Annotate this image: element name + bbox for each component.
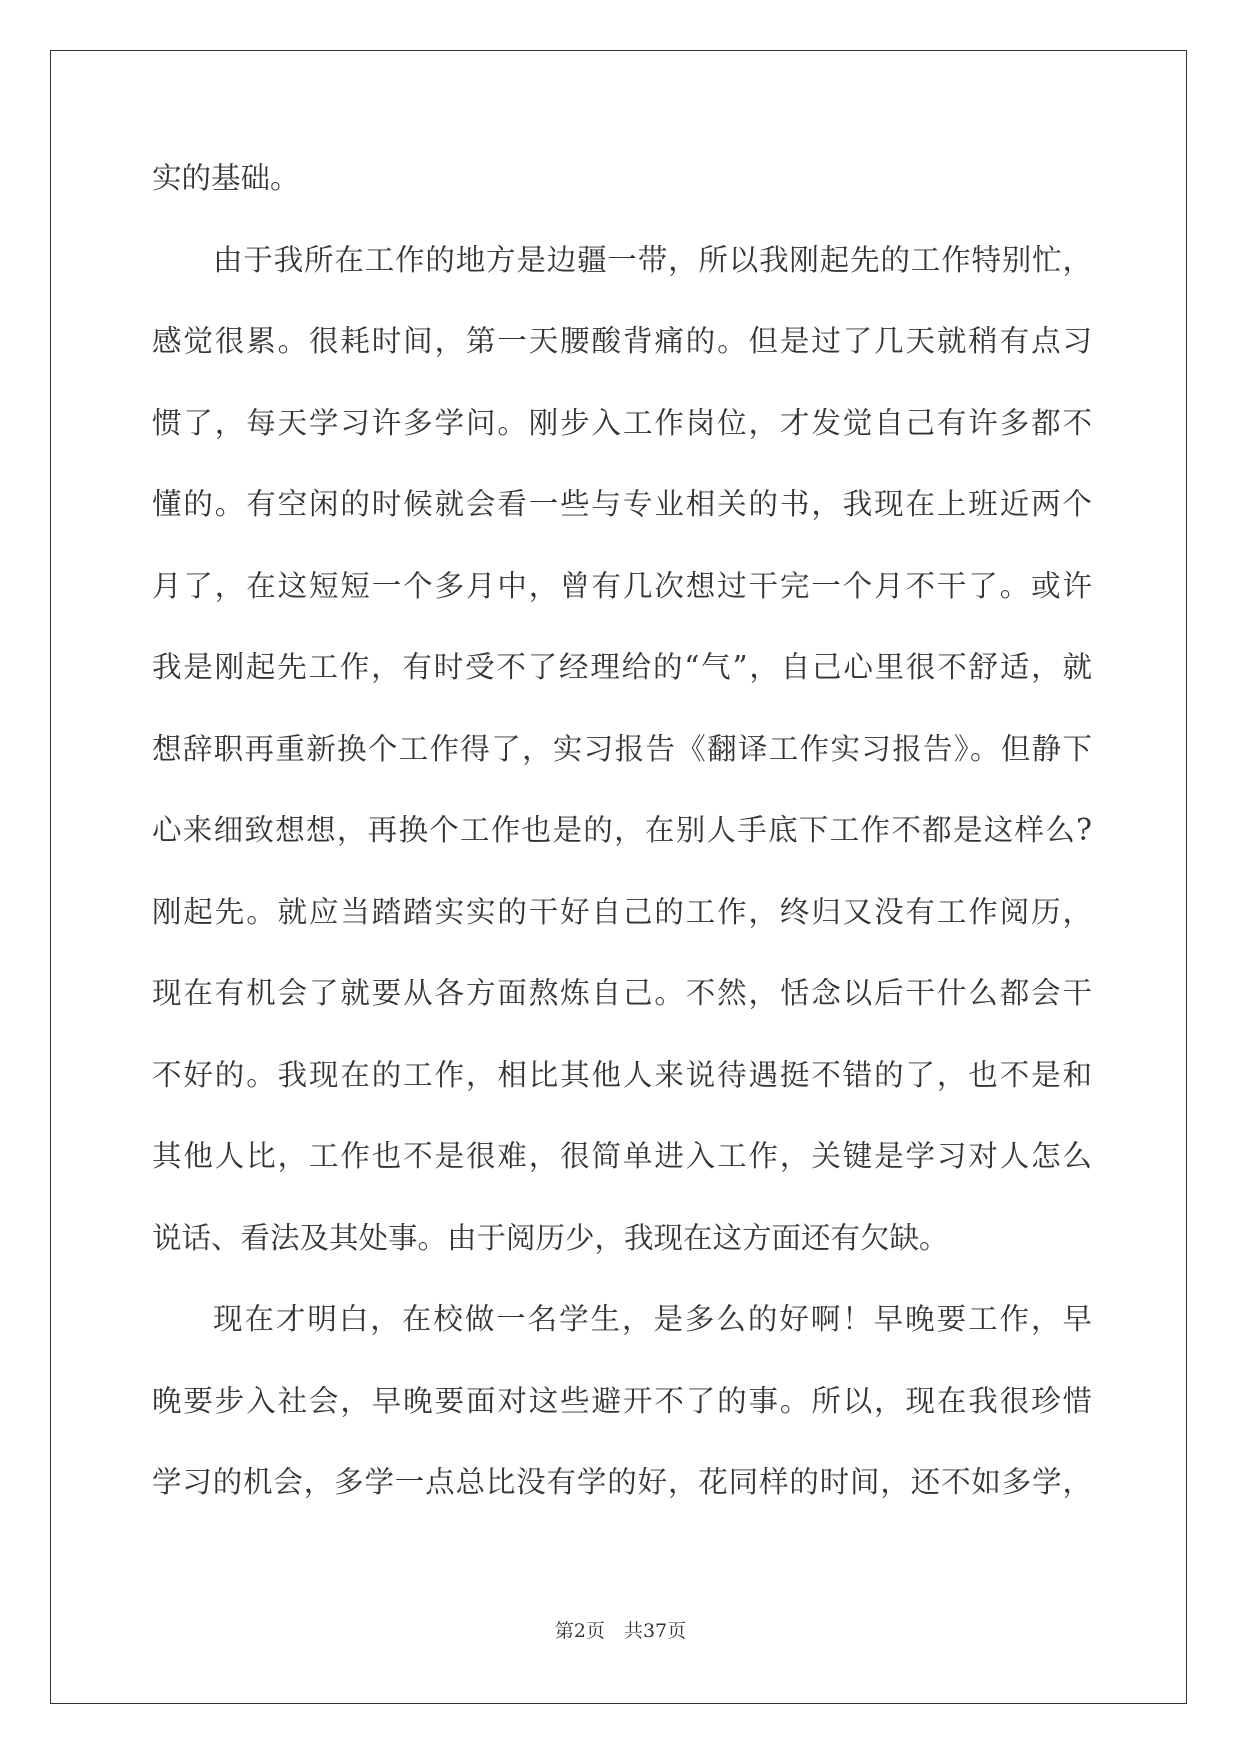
text-line: 学习的机会，多学一点总比没有学的好，花同样的时间，还不如多学， <box>152 1465 1092 1499</box>
text-line: 由于我所在工作的地方是边疆一带，所以我刚起先的工作特别忙， <box>213 242 1092 277</box>
text-line: 说话、看法及其处事。由于阅历少，我现在这方面还有欠缺。 <box>152 1220 949 1255</box>
text-line: 现在有机会了就要从各方面熬炼自己。不然，恬念以后干什么都会干 <box>152 976 1092 1010</box>
text-line: 心来细致想想，再换个工作也是的，在别人手底下工作不都是这样么? <box>152 813 1092 847</box>
text-line: 感觉很累。很耗时间，第一天腰酸背痛的。但是过了几天就稍有点习 <box>152 324 1092 358</box>
text-line: 惯了，每天学习许多学问。刚步入工作岗位，才发觉自己有许多都不 <box>152 405 1092 440</box>
text-line: 月了，在这短短一个多月中，曾有几次想过干完一个月不干了。或许 <box>152 568 1092 603</box>
text-line: 刚起先。就应当踏踏实实的干好自己的工作，终归又没有工作阅历， <box>152 894 1092 929</box>
text-line: 其他人比，工作也不是很难，很简单进入工作，关键是学习对人怎么 <box>152 1139 1092 1173</box>
text-line: 晚要步入社会，早晚要面对这些避开不了的事。所以，现在我很珍惜 <box>152 1383 1092 1418</box>
text-line: 我是刚起先工作，有时受不了经理给的“气”，自己心里很不舒适，就 <box>152 650 1092 684</box>
text-line: 懂的。有空闲的时候就会看一些与专业相关的书，我现在上班近两个 <box>152 487 1092 521</box>
text-line: 不好的。我现在的工作，相比其他人来说待遇挺不错的了，也不是和 <box>152 1057 1092 1092</box>
page-number: 第2页 共37页 <box>554 1620 687 1642</box>
body-text <box>152 158 1092 1544</box>
text-line: 现在才明白，在校做一名学生，是多么的好啊！早晚要工作，早 <box>213 1302 1092 1336</box>
text-line: 实的基础。 <box>152 161 300 195</box>
text-line: 想辞职再重新换个工作得了，实习报告《翻译工作实习报告》。但静下 <box>152 731 1092 766</box>
